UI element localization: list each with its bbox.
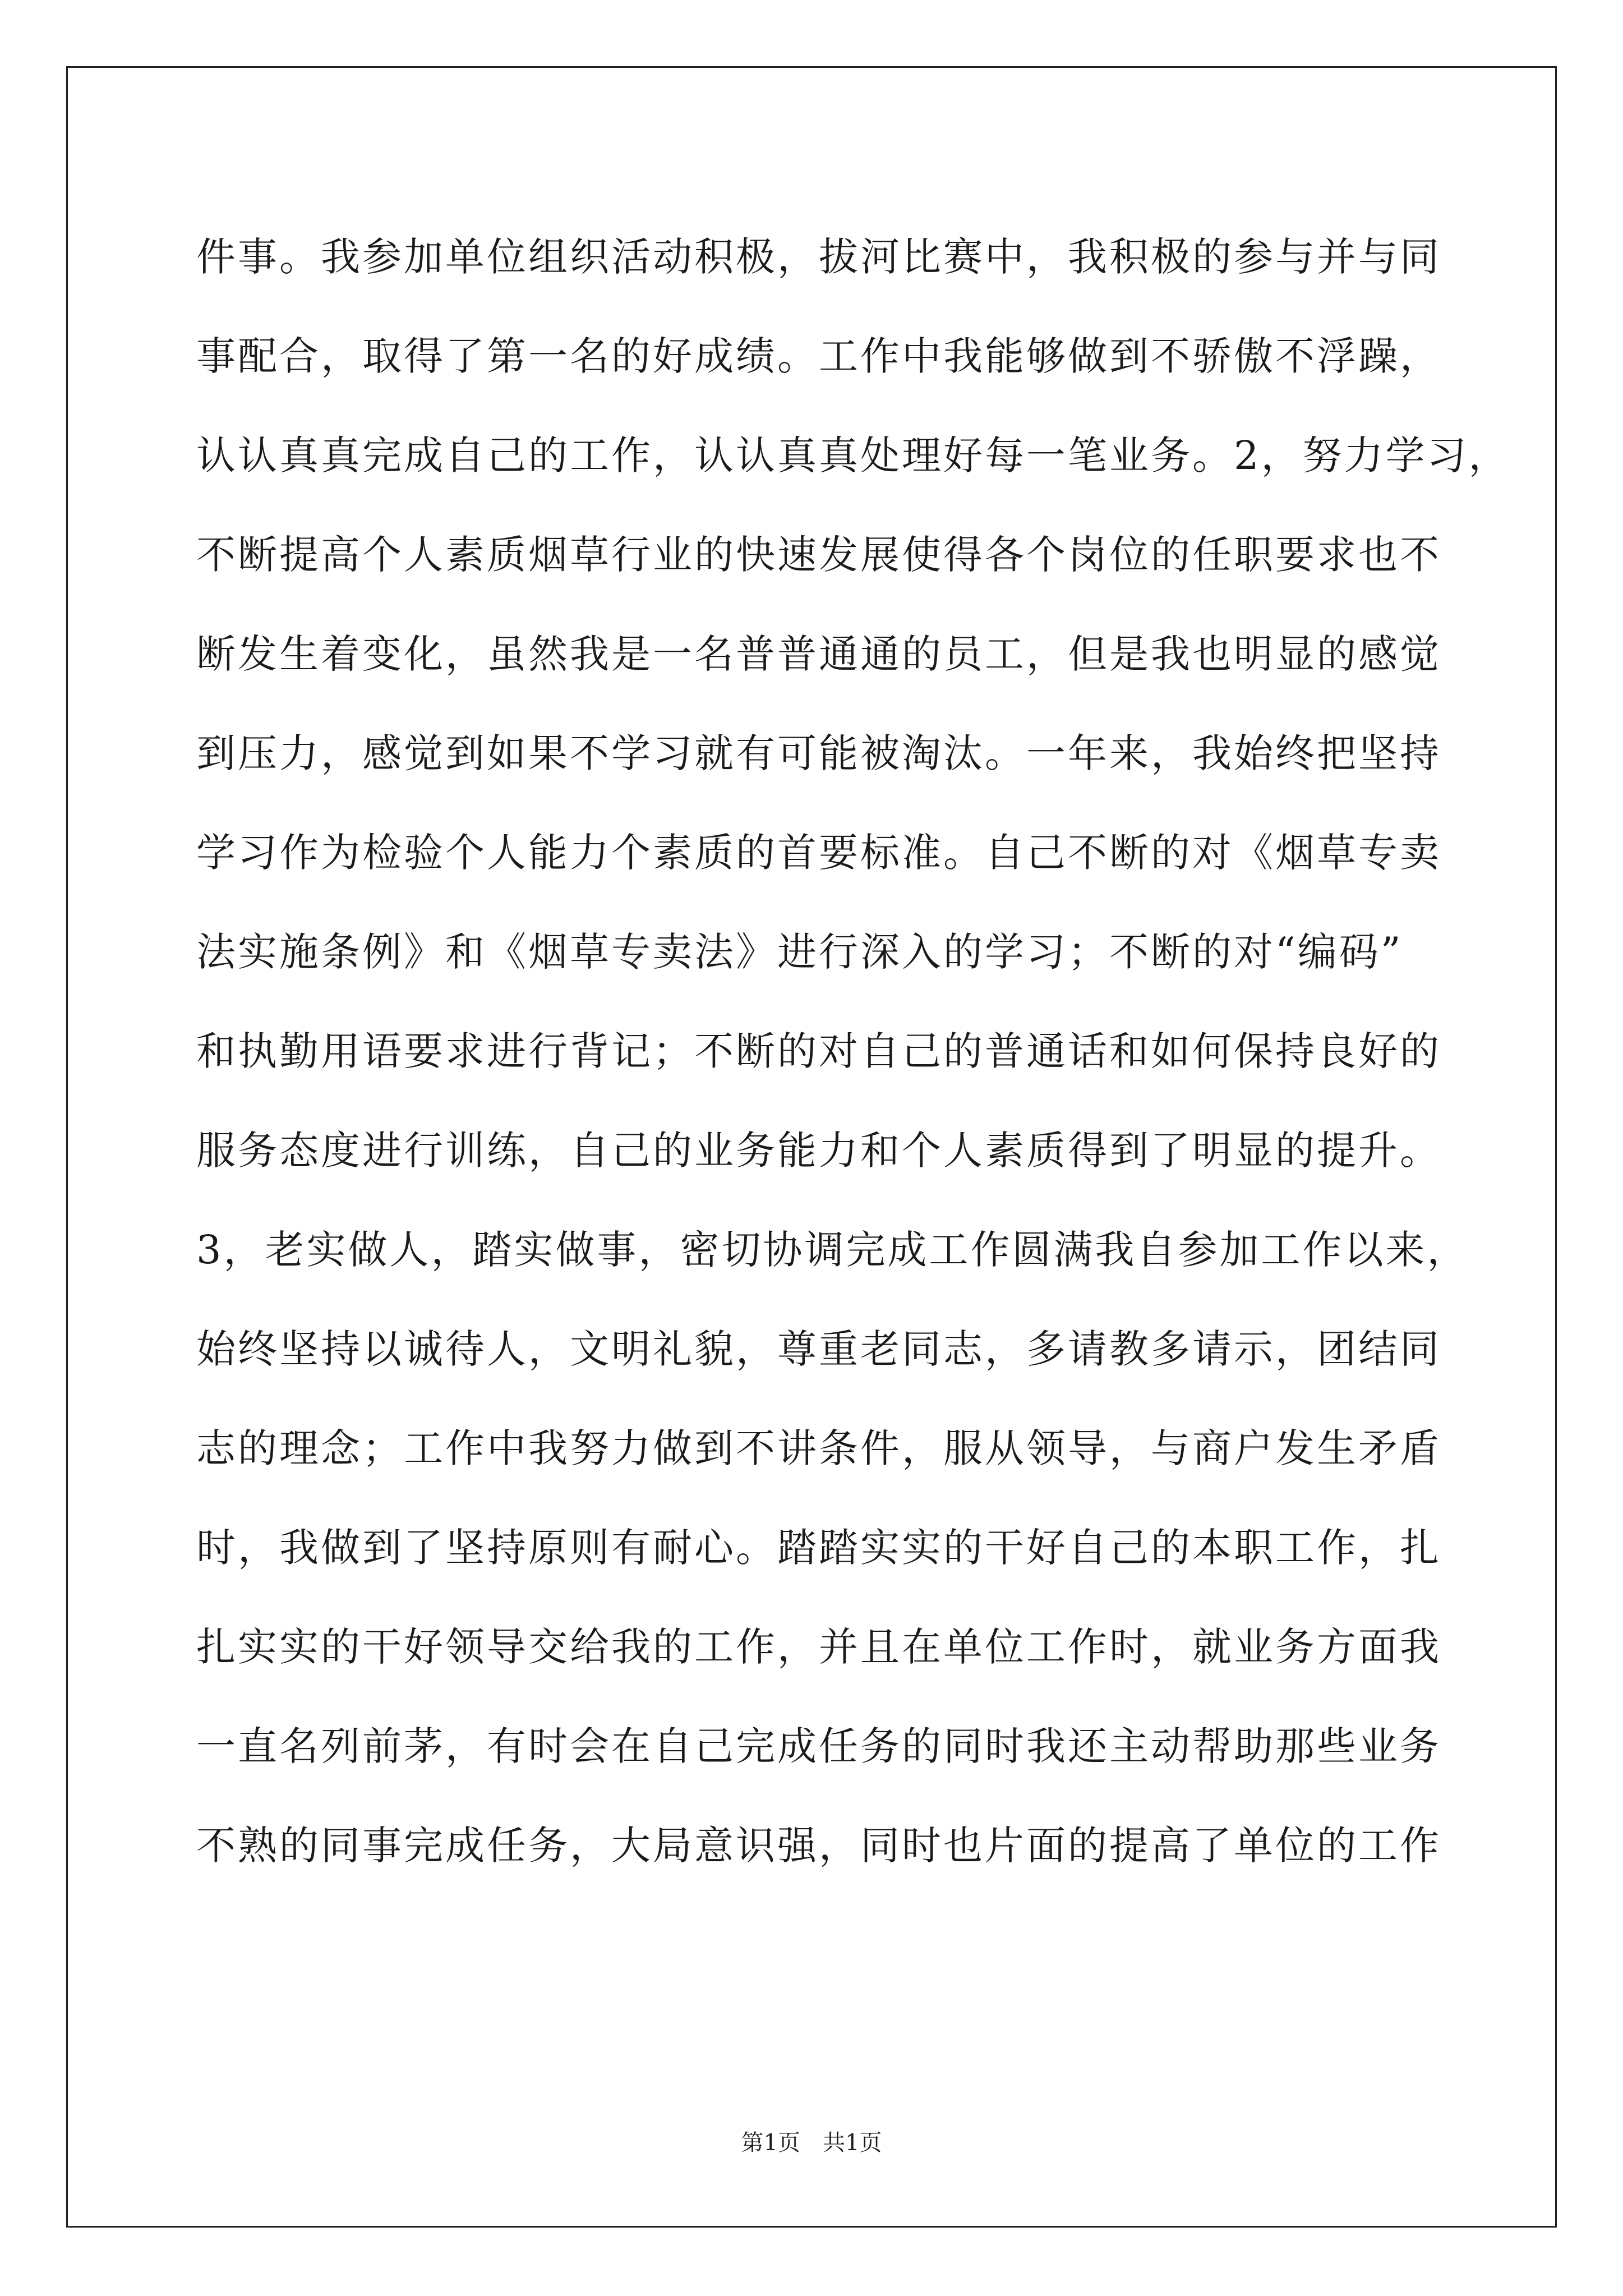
text-line-13: 志的理念；工作中我努力做到不讲条件，服从领导，与商户发生矛盾 [196, 1425, 1441, 1471]
text-line-2: 事配合，取得了第一名的好成绩。工作中我能够做到不骄傲不浮躁， [196, 333, 1441, 379]
text-line-3: 认认真真完成自己的工作，认认真真处理好每一笔业务。2，努力学习， [196, 432, 1510, 478]
document-body [196, 208, 1510, 1895]
text-line-5: 断发生着变化，虽然我是一名普普通通的员工，但是我也明显的感觉 [196, 631, 1441, 677]
text-line-10: 服务态度进行训练，自己的业务能力和个人素质得到了明显的提升。 [196, 1128, 1441, 1174]
text-line-12: 始终坚持以诚待人，文明礼貌，尊重老同志，多请教多请示，团结同 [196, 1326, 1441, 1372]
text-line-1: 件事。我参加单位组织活动积极，拔河比赛中，我积极的参与并与同 [196, 234, 1441, 280]
text-line-9: 和执勤用语要求进行背记；不断的对自己的普通话和如何保持良好的 [196, 1028, 1441, 1074]
text-line-8: 法实施条例》和《烟草专卖法》进行深入的学习；不断的对“编码” [196, 929, 1403, 975]
text-line-7: 学习作为检验个人能力个素质的首要标准。自己不断的对《烟草专卖 [196, 830, 1441, 876]
text-line-11: 3，老实做人，踏实做事，密切协调完成工作圆满我自参加工作以来， [196, 1227, 1469, 1273]
text-line-16: 一直名列前茅，有时会在自己完成任务的同时我还主动帮助那些业务 [196, 1723, 1441, 1769]
text-line-17: 不熟的同事完成任务，大局意识强，同时也片面的提高了单位的工作 [196, 1823, 1441, 1869]
text-line-14: 时，我做到了坚持原则有耐心。踏踏实实的干好自己的本职工作，扎 [196, 1525, 1441, 1571]
text-line-4: 不断提高个人素质烟草行业的快速发展使得各个岗位的任职要求也不 [196, 532, 1441, 578]
text-line-15: 扎实实的干好领导交给我的工作，并且在单位工作时，就业务方面我 [196, 1624, 1441, 1670]
page-number-footer: 第1页 共1页 [741, 2130, 882, 2156]
text-line-6: 到压力，感觉到如果不学习就有可能被淘汰。一年来，我始终把坚持 [196, 730, 1441, 776]
